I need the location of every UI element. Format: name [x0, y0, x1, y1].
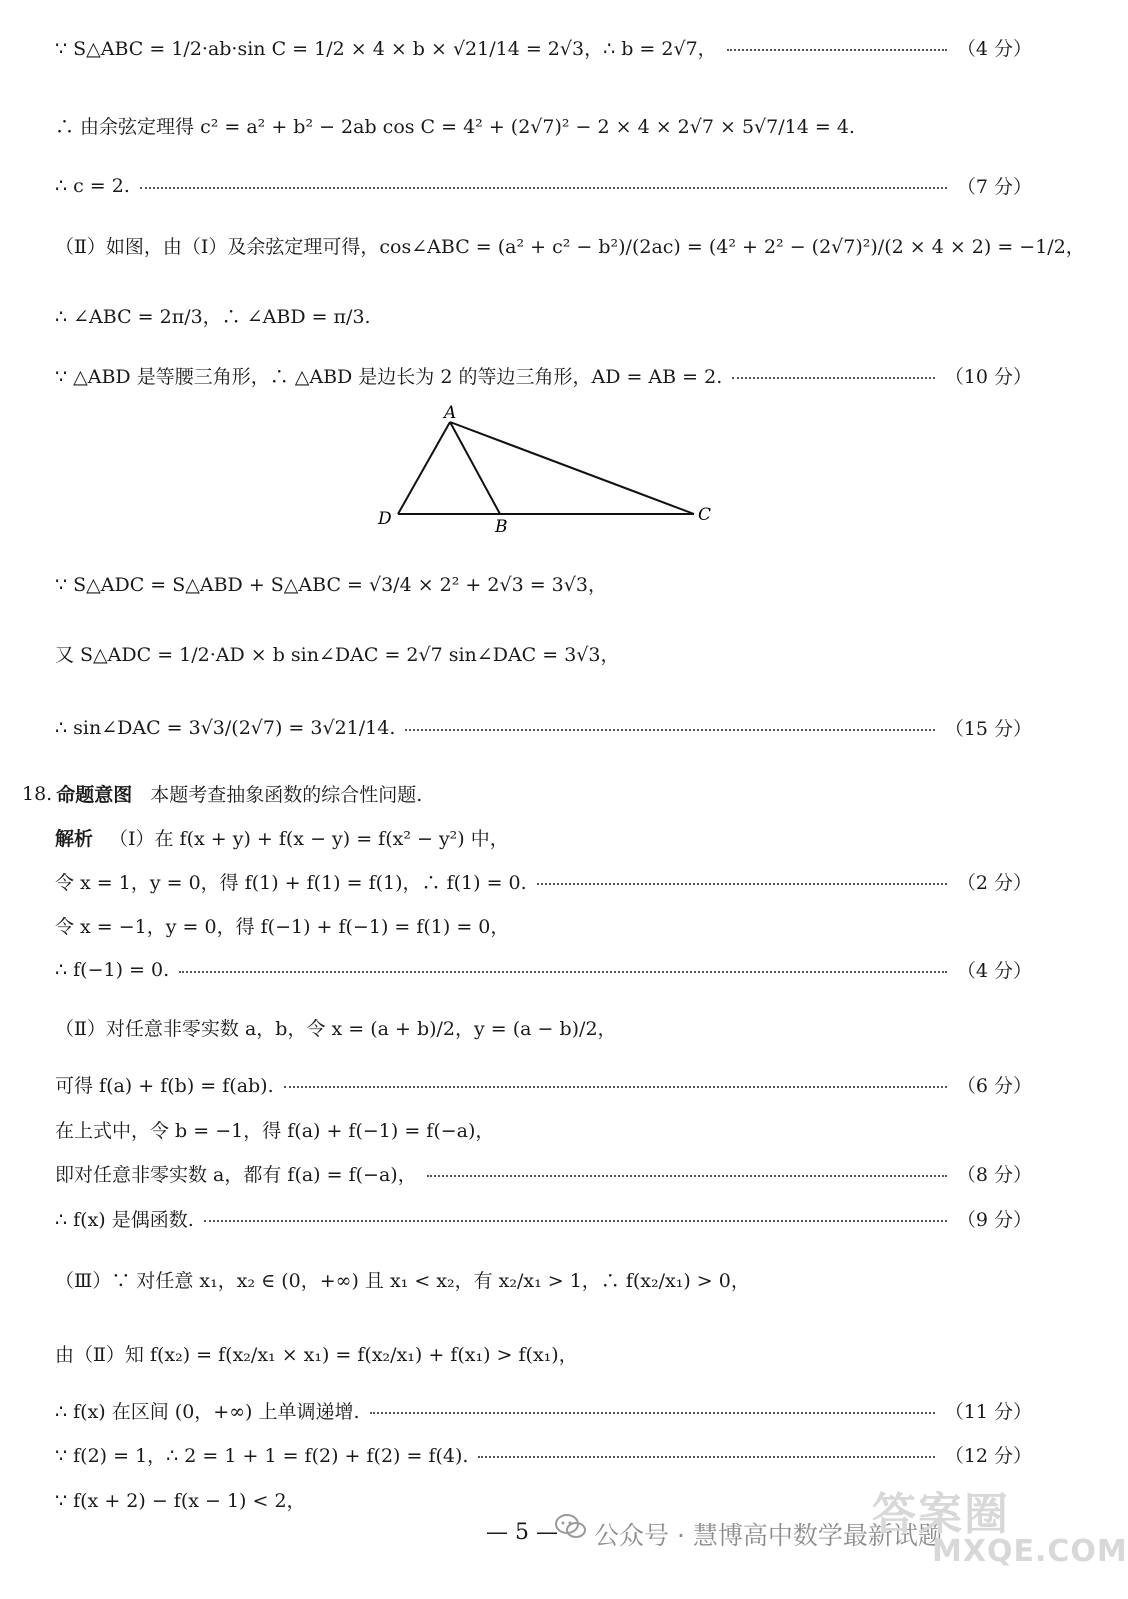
solution-line: 令 x = 1，y = 0，得 f(1) + f(1) = f(1)，∴ f(1) = 0. （2 分）: [55, 872, 1032, 894]
solution-line: （Ⅱ）对任意非零实数 a，b，令 x = (a + b)/2，y = (a − b)/2，: [55, 1018, 617, 1040]
solution-line: ∵ S△ABC = 1/2·ab·sin C = 1/2 × 4 × b × √21/14 = 2√3，∴ b = 2√7， （4 分）: [55, 38, 1032, 60]
solution-line: 即对任意非零实数 a，都有 f(a) = f(−a)， （8 分）: [55, 1164, 1032, 1186]
solution-line: 又 S△ADC = 1/2·AD × b sin∠DAC = 2√7 sin∠DAC = 3√3，: [55, 644, 620, 666]
solution-line: ∴ f(−1) = 0. （4 分）: [55, 958, 1032, 982]
solution-line: 可得 f(a) + f(b) = f(ab). （6 分）: [55, 1075, 1032, 1097]
site-stamp-watermark: 答案圈 MXQE.COM: [872, 1489, 1128, 1569]
intent-label: 命题意图: [56, 784, 133, 806]
analysis-label: 解析: [55, 828, 94, 850]
solution-line: ∴ f(x) 是偶函数. （9 分）: [55, 1209, 1032, 1231]
label-B: B: [495, 517, 508, 537]
solution-line: ∴ sin∠DAC = 3√3/(2√7) = 3√21/14. （15 分）: [55, 716, 1032, 740]
solution-line: ∵ S△ADC = S△ABD + S△ABC = √3/4 × 2² + 2√3 = 3√3，: [55, 574, 607, 596]
solution-line: 解析 （Ⅰ）在 f(x + y) + f(x − y) = f(x² − y²) 中，: [55, 824, 1032, 851]
label-C: C: [698, 505, 712, 525]
solution-line: ∴ 由余弦定理得 c² = a² + b² − 2ab cos C = 4² + (2√7)² − 2 × 4 × 2√7 × 5√7/14 = 4.: [55, 116, 855, 138]
solution-line: 令 x = −1，y = 0，得 f(−1) + f(−1) = f(1) = 0，: [55, 916, 510, 938]
segment-AC: [450, 422, 694, 514]
segment-AB: [450, 422, 500, 514]
solution-line: ∵ f(2) = 1，∴ 2 = 1 + 1 = f(2) + f(2) = f(4). （12 分）: [55, 1445, 1032, 1467]
segment-AD: [398, 422, 450, 514]
solution-line: ∵ △ABD 是等腰三角形，∴ △ABD 是边长为 2 的等边三角形，AD = AB = 2. （10 分）: [55, 366, 1032, 388]
solution-line: ∴ f(x) 在区间 (0，+∞) 上单调递增. （11 分）: [55, 1401, 1032, 1423]
label-D: D: [378, 509, 392, 529]
solution-line: （Ⅱ）如图，由（Ⅰ）及余弦定理可得，cos∠ABC = (a² + c² − b²)/(2ac) = (4² + 2² − (2√7)²)/(2 × 4 × 2) = −1/2，: [55, 236, 1085, 258]
label-A: A: [444, 403, 457, 423]
triangle-figure: [370, 400, 730, 540]
wechat-icon: [554, 1512, 588, 1542]
solution-line: 在上式中，令 b = −1，得 f(a) + f(−1) = f(−a)，: [55, 1120, 495, 1142]
watermark-text: 公众号 · 慧博高中数学最新试题: [594, 1521, 943, 1550]
solution-line: ∵ f(x + 2) − f(x − 1) < 2，: [55, 1490, 306, 1512]
solution-line: ∴ ∠ABC = 2π/3，∴ ∠ABD = π/3.: [55, 306, 371, 328]
question-18-intent: 18. 命题意图 本题考查抽象函数的综合性问题.: [22, 780, 1032, 807]
solution-line: （Ⅲ）∵ 对任意 x₁，x₂ ∈ (0，+∞) 且 x₁ < x₂，有 x₂/x₁ > 1，∴ f(x₂/x₁) > 0，: [55, 1270, 750, 1292]
question-number: 18.: [22, 782, 53, 805]
page-number: — 5 —: [486, 1520, 558, 1545]
solution-line: 由（Ⅱ）知 f(x₂) = f(x₂/x₁ × x₁) = f(x₂/x₁) + f(x₁) > f(x₁)，: [55, 1344, 578, 1366]
solution-line: ∴ c = 2. （7 分）: [55, 174, 1032, 198]
